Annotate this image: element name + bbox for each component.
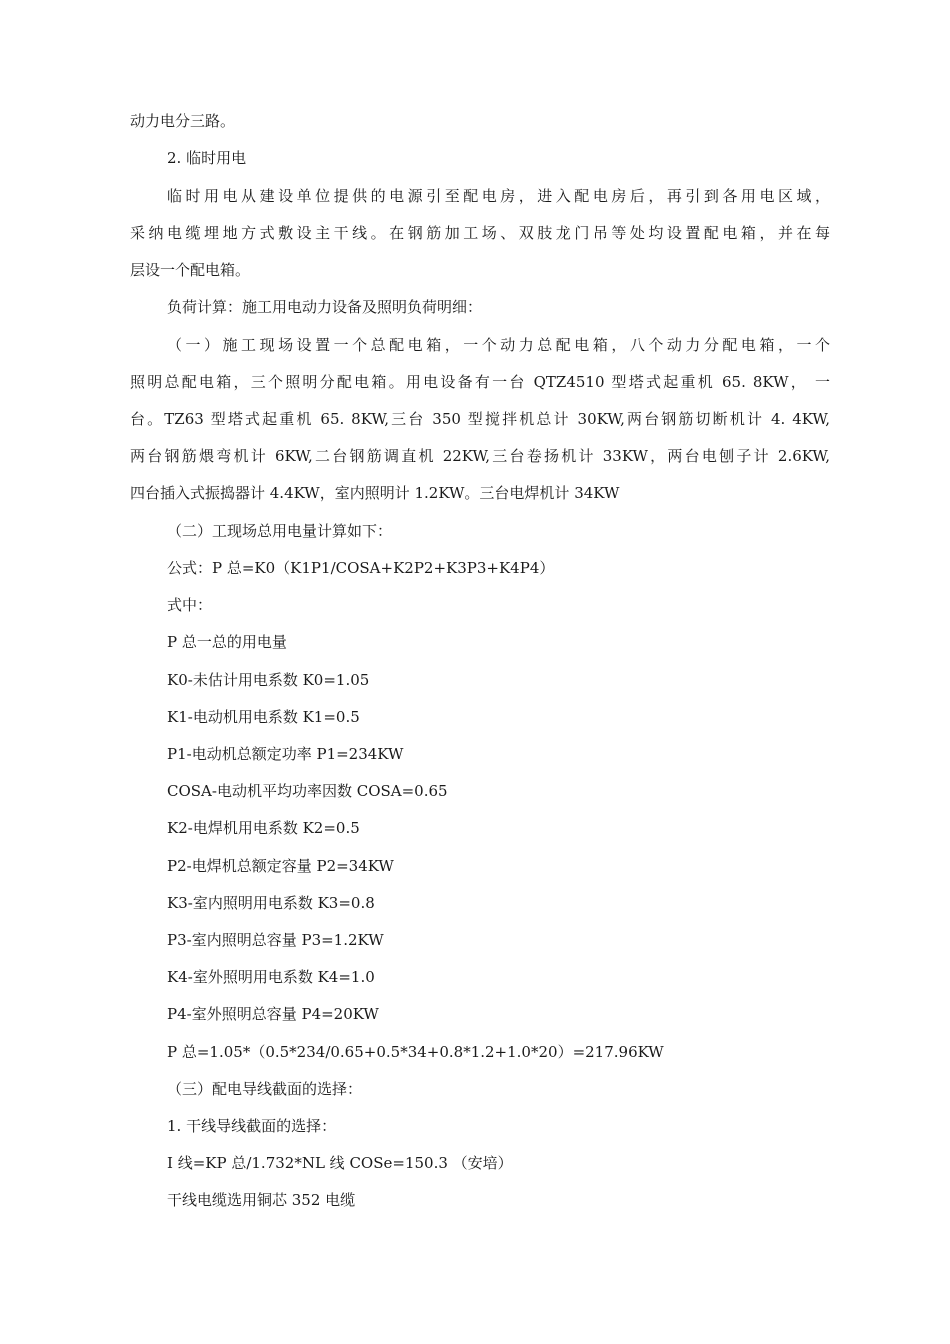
- section-heading: （三）配电导线截面的选择：: [167, 1080, 363, 1098]
- formula-result-line: P 总=1.05*（0.5*234/0.65+0.5*34+0.8*1.2+1.0*20）=217.96KW: [167, 1043, 664, 1061]
- section-heading: （二）工现场总用电量计算如下：: [167, 522, 393, 540]
- definition-line: COSA-电动机平均功率因数 COSA=0.65: [167, 782, 448, 800]
- definition-line: K1-电动机用电系数 K1=0.5: [167, 708, 360, 726]
- paragraph-line: 采纳电缆埋地方式敷设主干线。在钢筋加工场、双肢龙门吊等处均设置配电箱，并在每: [130, 224, 830, 242]
- paragraph-line: 式中：: [167, 596, 213, 614]
- formula-line: I 线=KP 总/1.732*NL 线 COSe=150.3 （安培）: [167, 1154, 513, 1172]
- paragraph-line: （一）施工现场设置一个总配电箱，一个动力总配电箱，八个动力分配电箱，一个: [167, 336, 830, 354]
- paragraph-line: 照明总配电箱，三个照明分配电箱。用电设备有一台 QTZ4510 型塔式起重机 65. 8KW， 一: [130, 373, 830, 391]
- paragraph-line: 负荷计算：施工用电动力设备及照明负荷明细：: [167, 298, 483, 316]
- paragraph-line: 动力电分三路。: [130, 112, 236, 130]
- definition-line: K4-室外照明用电系数 K4=1.0: [167, 968, 375, 986]
- definition-line: K2-电焊机用电系数 K2=0.5: [167, 819, 360, 837]
- section-heading: 2. 临时用电: [167, 149, 247, 167]
- definition-line: K0-未估计用电系数 K0=1.05: [167, 671, 370, 689]
- paragraph-line: 临时用电从建设单位提供的电源引至配电房，进入配电房后，再引到各用电区域，: [167, 187, 830, 205]
- paragraph-line: 台。TZ63 型塔式起重机 65. 8KW,三台 350 型搅拌机总计 30KW,两台钢筋切断机计 4. 4KW,: [130, 410, 830, 428]
- formula-line: 公式：P 总=K0（K1P1/COSA+K2P2+K3P3+K4P4）: [167, 559, 555, 577]
- definition-line: K3-室内照明用电系数 K3=0.8: [167, 894, 375, 912]
- definition-line: P4-室外照明总容量 P4=20KW: [167, 1005, 379, 1023]
- definition-line: P 总一总的用电量: [167, 633, 287, 651]
- definition-line: P3-室内照明总容量 P3=1.2KW: [167, 931, 384, 949]
- definition-line: P2-电焊机总额定容量 P2=34KW: [167, 857, 394, 875]
- paragraph-line: 四台插入式振捣器计 4.4KW，室内照明计 1.2KW。三台电焊机计 34KW: [130, 484, 620, 502]
- definition-line: P1-电动机总额定功率 P1=234KW: [167, 745, 404, 763]
- paragraph-line: 两台钢筋煨弯机计 6KW,二台钢筋调直机 22KW,三台卷扬机计 33KW，两台电刨子计 2.6KW,: [130, 447, 830, 465]
- paragraph-line: 干线电缆选用铜芯 352 电缆: [167, 1191, 356, 1209]
- subsection-heading: 1. 干线导线截面的选择：: [167, 1117, 337, 1135]
- paragraph-line: 层设一个配电箱。: [130, 261, 251, 279]
